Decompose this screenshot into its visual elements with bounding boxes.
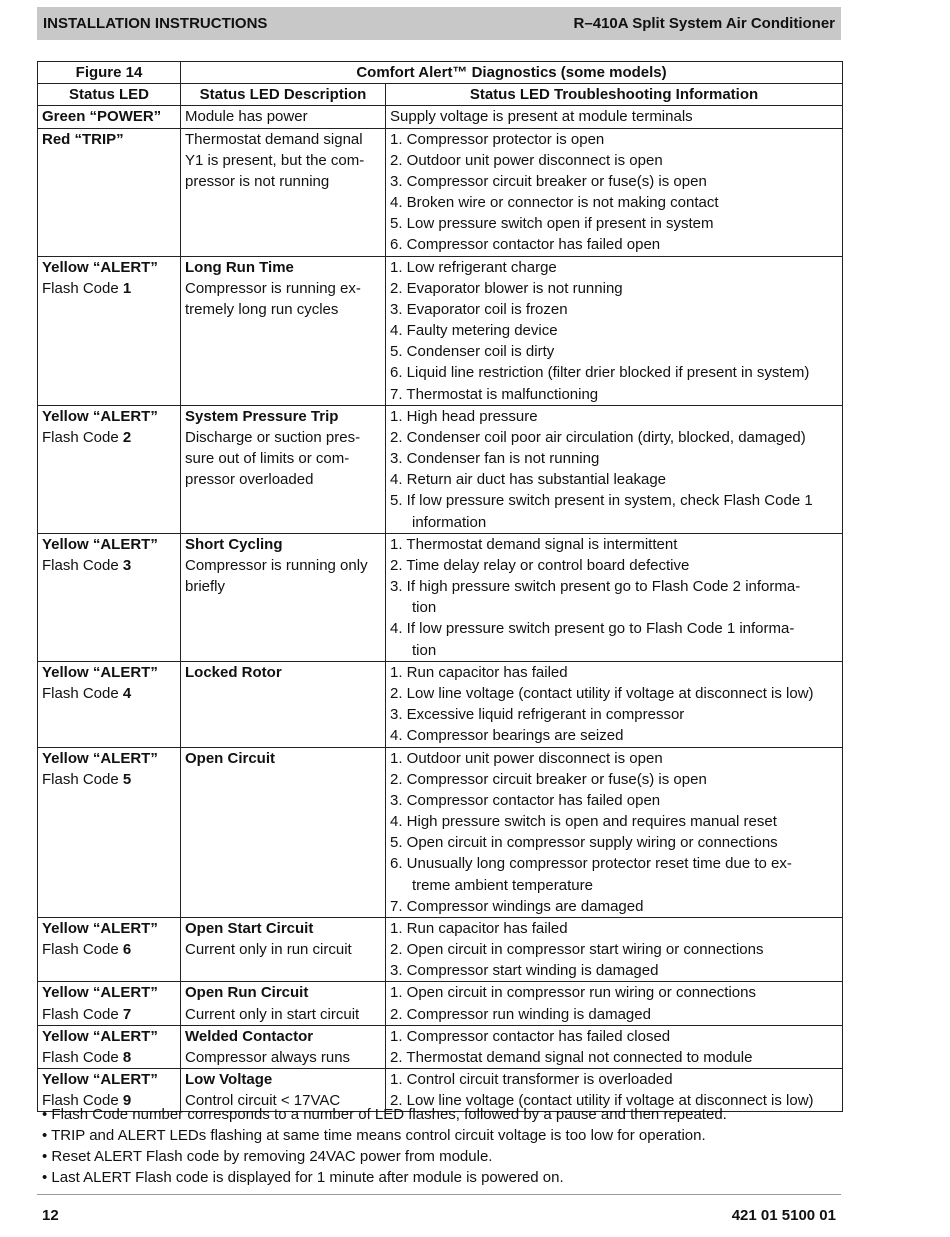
flash-code xyxy=(42,427,176,448)
description-cell xyxy=(181,256,386,405)
flash-code-number: 3 xyxy=(122,556,132,574)
troubleshooting-item: Supply voltage is present at module terminals xyxy=(390,108,693,126)
flash-code-number: 6 xyxy=(122,941,132,959)
troubleshooting-item: 2. Outdoor unit power disconnect is open xyxy=(390,151,663,169)
flash-code-label: Flash Code xyxy=(42,941,123,959)
notes-list xyxy=(42,1104,727,1188)
description-title: Open Circuit xyxy=(185,749,276,767)
troubleshooting-cell xyxy=(386,747,843,917)
description-cell xyxy=(181,917,386,982)
status-led-cell xyxy=(38,256,181,405)
flash-code xyxy=(42,769,176,790)
table-row xyxy=(38,982,843,1025)
troubleshooting-item: 4. Faulty metering device xyxy=(390,322,558,340)
table-row xyxy=(38,661,843,747)
table-row xyxy=(38,747,843,917)
description-cell xyxy=(181,533,386,661)
description-line: Compressor always runs xyxy=(185,1048,351,1066)
description-line: Control circuit < 17VAC xyxy=(185,1092,341,1110)
led-name: Yellow “ALERT” xyxy=(42,1027,158,1045)
description-cell xyxy=(181,106,386,128)
document-number: 421 01 5100 01 xyxy=(731,1207,836,1224)
description-line: Y1 is present, but the com- xyxy=(185,151,365,169)
troubleshooting-item-continuation: tion xyxy=(412,599,437,617)
troubleshooting-item: 2. Compressor run winding is damaged xyxy=(390,1005,651,1023)
troubleshooting-item: 2. Open circuit in compressor start wiring or connections xyxy=(390,941,764,959)
troubleshooting-item-continuation: information xyxy=(412,513,487,531)
description-cell xyxy=(181,1025,386,1068)
troubleshooting-item: 4. Return air duct has substantial leakage xyxy=(390,471,666,489)
troubleshooting-cell xyxy=(386,128,843,256)
status-led-cell xyxy=(38,533,181,661)
troubleshooting-item: 1. Open circuit in compressor run wiring or connections xyxy=(390,984,756,1002)
flash-code-label: Flash Code xyxy=(42,428,123,446)
troubleshooting-item: 3. Compressor circuit breaker or fuse(s) is open xyxy=(390,172,707,190)
figure-label: Figure 14 xyxy=(38,62,181,84)
description-cell xyxy=(181,405,386,533)
description-line: Compressor is running only xyxy=(185,556,368,574)
description-line: Compressor is running ex- xyxy=(185,279,361,297)
table-row xyxy=(38,106,843,128)
flash-code-number: 9 xyxy=(122,1092,132,1110)
description-line: sure out of limits or com- xyxy=(185,450,350,468)
status-led-cell xyxy=(38,917,181,982)
status-led-cell xyxy=(38,405,181,533)
flash-code-number: 1 xyxy=(122,279,132,297)
flash-code xyxy=(42,555,176,576)
troubleshooting-cell xyxy=(386,405,843,533)
table-body xyxy=(38,106,843,1112)
troubleshooting-item: 7. Thermostat is malfunctioning xyxy=(390,385,599,403)
table-row xyxy=(38,405,843,533)
troubleshooting-item: 4. High pressure switch is open and requires manual reset xyxy=(390,813,777,831)
header-product: R–410A Split System Air Conditioner xyxy=(573,15,835,32)
troubleshooting-item: 2. Time delay relay or control board defective xyxy=(390,556,690,574)
led-name: Green “POWER” xyxy=(42,108,162,126)
troubleshooting-item: 7. Compressor windings are damaged xyxy=(390,897,644,915)
led-name: Yellow “ALERT” xyxy=(42,258,158,276)
troubleshooting-item: 6. Liquid line restriction (filter drier blocked if present in system) xyxy=(390,364,810,382)
description-title: Long Run Time xyxy=(185,258,294,276)
troubleshooting-item: 2. Condenser coil poor air circulation (dirty, blocked, damaged) xyxy=(390,428,806,446)
column-header: Status LED Troubleshooting Information xyxy=(386,84,843,106)
status-led-cell xyxy=(38,982,181,1025)
table-row xyxy=(38,917,843,982)
troubleshooting-item: 1. Run capacitor has failed xyxy=(390,663,568,681)
description-line: briefly xyxy=(185,578,226,596)
description-line: Discharge or suction pres- xyxy=(185,428,361,446)
troubleshooting-item: 3. Compressor contactor has failed open xyxy=(390,791,661,809)
troubleshooting-item: 3. Compressor start winding is damaged xyxy=(390,962,659,980)
flash-code xyxy=(42,683,176,704)
flash-code xyxy=(42,278,176,299)
description-line: Thermostat demand signal xyxy=(185,130,363,148)
footer-divider xyxy=(37,1194,841,1195)
troubleshooting-item: 4. Compressor bearings are seized xyxy=(390,727,624,745)
note-item: • TRIP and ALERT LEDs flashing at same time means control circuit voltage is too low for operation. xyxy=(42,1127,706,1144)
troubleshooting-item: 5. Open circuit in compressor supply wiring or connections xyxy=(390,834,778,852)
troubleshooting-item: 1. Compressor contactor has failed closed xyxy=(390,1027,671,1045)
troubleshooting-item: 1. Control circuit transformer is overloaded xyxy=(390,1071,673,1089)
led-name: Yellow “ALERT” xyxy=(42,663,158,681)
troubleshooting-item: 4. If low pressure switch present go to Flash Code 1 informa- xyxy=(390,620,795,638)
led-name: Yellow “ALERT” xyxy=(42,535,158,553)
description-line: tremely long run cycles xyxy=(185,300,339,318)
led-name: Yellow “ALERT” xyxy=(42,749,158,767)
description-cell xyxy=(181,661,386,747)
flash-code-label: Flash Code xyxy=(42,684,123,702)
troubleshooting-item: 2. Thermostat demand signal not connected to module xyxy=(390,1048,753,1066)
status-led-cell xyxy=(38,106,181,128)
troubleshooting-item: 3. Excessive liquid refrigerant in compressor xyxy=(390,706,685,724)
troubleshooting-item: 1. High head pressure xyxy=(390,407,538,425)
table-row xyxy=(38,128,843,256)
description-title: System Pressure Trip xyxy=(185,407,339,425)
flash-code xyxy=(42,1004,176,1025)
led-name: Yellow “ALERT” xyxy=(42,1071,158,1089)
header-title: INSTALLATION INSTRUCTIONS xyxy=(43,15,268,32)
flash-code-number: 8 xyxy=(122,1048,132,1066)
description-title: Locked Rotor xyxy=(185,663,282,681)
troubleshooting-item: 2. Low line voltage (contact utility if voltage at disconnect is low) xyxy=(390,1092,814,1110)
troubleshooting-item-continuation: tion xyxy=(412,641,437,659)
troubleshooting-item: 6. Unusually long compressor protector reset time due to ex- xyxy=(390,855,792,873)
flash-code-label: Flash Code xyxy=(42,770,123,788)
troubleshooting-item: 2. Compressor circuit breaker or fuse(s) is open xyxy=(390,770,707,788)
description-cell xyxy=(181,747,386,917)
column-header: Status LED xyxy=(38,84,181,106)
troubleshooting-item: 1. Run capacitor has failed xyxy=(390,919,568,937)
troubleshooting-item: 3. If high pressure switch present go to Flash Code 2 informa- xyxy=(390,578,801,596)
note-item: • Flash Code number corresponds to a number of LED flashes, followed by a pause and then repeated. xyxy=(42,1106,727,1123)
troubleshooting-item: 6. Compressor contactor has failed open xyxy=(390,236,661,254)
troubleshooting-item: 2. Evaporator blower is not running xyxy=(390,279,623,297)
flash-code xyxy=(42,1047,176,1068)
description-line: pressor overloaded xyxy=(185,471,314,489)
description-line: Current only in start circuit xyxy=(185,1005,360,1023)
note-item: • Last ALERT Flash code is displayed for 1 minute after module is powered on. xyxy=(42,1169,564,1186)
troubleshooting-item: 5. Low pressure switch open if present in system xyxy=(390,215,714,233)
description-title: Open Run Circuit xyxy=(185,984,309,1002)
description-cell xyxy=(181,128,386,256)
troubleshooting-cell xyxy=(386,661,843,747)
flash-code-label: Flash Code xyxy=(42,279,123,297)
description-title: Open Start Circuit xyxy=(185,919,314,937)
troubleshooting-item-continuation: treme ambient temperature xyxy=(412,876,593,894)
troubleshooting-item: 1. Low refrigerant charge xyxy=(390,258,557,276)
description-title: Low Voltage xyxy=(185,1071,273,1089)
description-line: Module has power xyxy=(185,108,308,126)
status-led-cell xyxy=(38,1025,181,1068)
led-name: Yellow “ALERT” xyxy=(42,407,158,425)
status-led-cell xyxy=(38,128,181,256)
troubleshooting-cell xyxy=(386,982,843,1025)
flash-code-number: 2 xyxy=(122,428,132,446)
led-name: Red “TRIP” xyxy=(42,130,124,148)
troubleshooting-item: 3. Condenser fan is not running xyxy=(390,450,600,468)
page-number: 12 xyxy=(42,1207,59,1224)
troubleshooting-item: 3. Evaporator coil is frozen xyxy=(390,300,568,318)
troubleshooting-cell xyxy=(386,1025,843,1068)
status-led-cell xyxy=(38,747,181,917)
diagnostics-table xyxy=(37,61,843,1112)
troubleshooting-cell xyxy=(386,917,843,982)
troubleshooting-item: 1. Outdoor unit power disconnect is open xyxy=(390,749,663,767)
troubleshooting-item: 2. Low line voltage (contact utility if voltage at disconnect is low) xyxy=(390,684,814,702)
table-title: Comfort Alert™ Diagnostics (some models) xyxy=(181,62,843,84)
flash-code xyxy=(42,939,176,960)
troubleshooting-item: 5. Condenser coil is dirty xyxy=(390,343,555,361)
troubleshooting-cell xyxy=(386,533,843,661)
description-title: Welded Contactor xyxy=(185,1027,314,1045)
flash-code-label: Flash Code xyxy=(42,556,123,574)
table-row xyxy=(38,1025,843,1068)
troubleshooting-item: 5. If low pressure switch present in system, check Flash Code 1 xyxy=(390,492,813,510)
description-line: pressor is not running xyxy=(185,172,330,190)
description-cell xyxy=(181,982,386,1025)
description-title: Short Cycling xyxy=(185,535,283,553)
status-led-cell xyxy=(38,661,181,747)
flash-code-label: Flash Code xyxy=(42,1092,123,1110)
troubleshooting-item: 1. Compressor protector is open xyxy=(390,130,605,148)
flash-code-number: 7 xyxy=(122,1005,132,1023)
table-row xyxy=(38,533,843,661)
table-row xyxy=(38,256,843,405)
troubleshooting-item: 4. Broken wire or connector is not making contact xyxy=(390,194,719,212)
flash-code-number: 5 xyxy=(122,770,132,788)
led-name: Yellow “ALERT” xyxy=(42,919,158,937)
troubleshooting-cell xyxy=(386,106,843,128)
flash-code-number: 4 xyxy=(122,684,132,702)
description-line: Current only in run circuit xyxy=(185,941,352,959)
note-item: • Reset ALERT Flash code by removing 24VAC power from module. xyxy=(42,1148,493,1165)
troubleshooting-item: 1. Thermostat demand signal is intermittent xyxy=(390,535,678,553)
flash-code-label: Flash Code xyxy=(42,1005,123,1023)
column-header: Status LED Description xyxy=(181,84,386,106)
led-name: Yellow “ALERT” xyxy=(42,984,158,1002)
page-header xyxy=(37,7,841,40)
flash-code-label: Flash Code xyxy=(42,1048,123,1066)
troubleshooting-cell xyxy=(386,256,843,405)
